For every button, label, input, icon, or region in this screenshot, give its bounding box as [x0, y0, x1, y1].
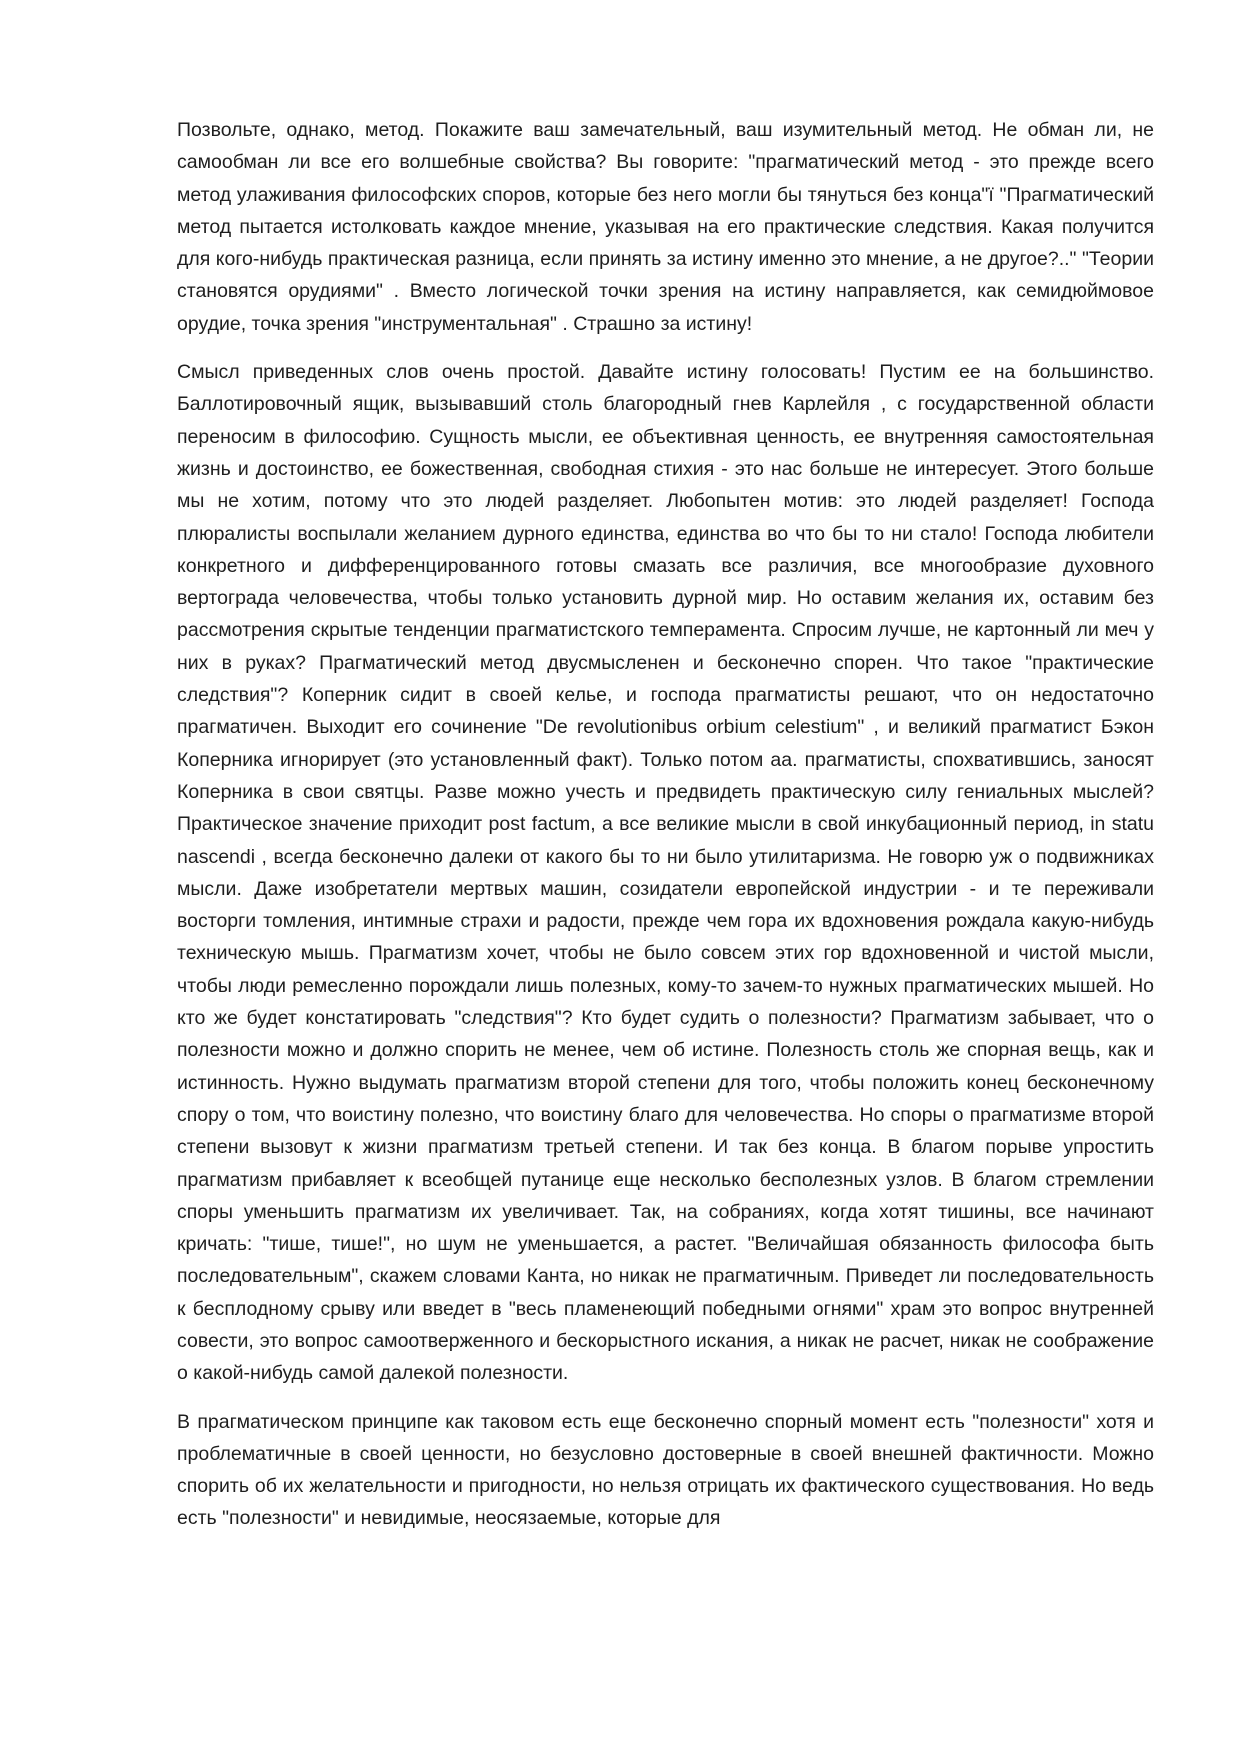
paragraph-vote-truth: Смысл приведенных слов очень простой. Давайте истину голосовать! Пустим ее на большинство. Баллотировочный ящик, вызывавший столь благородный гнев Карлейля , с государственной области переносим в философию. Сущность мысли, ее объективная ценность, ее внутренняя самостоятельная жизнь и достоинство, ее божественная, свободная стихия - это нас больше не интересует. Этого больше мы не хотим, потому что это людей разделяет. Любопытен мотив: это людей разделяет! Господа плюралисты воспылали желанием дурного единства, единства во что бы то ни стало! Господа любители конкретного и дифференцированного готовы смазать все различия, все многообразие духовного вертограда человечества, чтобы только установить дурной мир. Но оставим желания их, оставим без рассмотрения скрытые тенденции прагматистского темперамента. Спросим лучше, не картонный ли меч у них в руках? Прагматический метод двусмысленен и бесконечно спорен. Что такое "практические следствия"? Коперник сидит в своей келье, и господа прагматисты решают, что он недостаточно прагматичен. Выходит его сочинение "De revolutionibus orbium celestium" , и великий прагматист Бэкон Коперника игнорирует (это установленный факт). Только потом аа. прагматисты, спохватившись, заносят Коперника в свои святцы. Разве можно учесть и предвидеть практическую силу гениальных мыслей? Практическое значение приходит post factum, а все великие мысли в свой инкубационный период, in statu nascendi , всегда бесконечно далеки от какого бы то ни было утилитаризма. Не говорю уж о подвижниках мысли. Даже изобретатели мертвых машин, созидатели европейской индустрии - и те переживали восторги томления, интимные страхи и радости, прежде чем гора их вдохновения рождала какую-нибудь техническую мышь. Прагматизм хочет, чтобы не было совсем этих гор вдохновенной и чистой мысли, чтобы люди ремесленно порождали лишь полезных, кому-то зачем-то нужных прагматических мышей. Но кто же будет констатировать "следствия"? Кто будет судить о полезности? Прагматизм забывает, что о полезности можно и должно спорить не менее, чем об истине. Полезность столь же спорная вещь, как и истинность. Нужно выдумать прагматизм второй степени для того, чтобы положить конец бесконечному спору о том, что воистину полезно, что воистину благо для человечества. Но споры о прагматизме второй степени вызовут к жизни прагматизм третьей степени. И так без конца. В благом порыве упростить прагматизм прибавляет к всеобщей путанице еще несколько бесполезных узлов. В благом стремлении споры уменьшить прагматизм их увеличивает. Так, на собраниях, когда хотят тишины, все начинают кричать: "тише, тише!", но шум не уменьшается, а растет. "Величайшая обязанность философа быть последовательным", скажем словами Канта, но никак не прагматичным. Приведет ли последовательность к бесплодному срыву или введет в "весь пламенеющий победными огнями" храм это вопрос внутренней совести, это вопрос самоотверженного и бескорыстного искания, а никак не расчет, никак не соображение о какой-нибудь самой далекой полезности. — [177, 361, 1154, 1385]
paragraph-pragmatic-principle: В прагматическом принципе как таковом есть еще бесконечно спорный момент есть "полезности" хотя и проблематичные в своей ценности, но безусловно достоверные в своей внешней фактичности. Можно спорить об их желательности и пригодности, но нельзя отрицать их фактического существования. Но ведь есть "полезности" и невидимые, неосязаемые, которые для — [177, 1410, 1154, 1530]
paragraph-method: Позвольте, однако, метод. Покажите ваш замечательный, ваш изумительный метод. Не обман ли, не самообман ли все его волшебные свойства? Вы говорите: "прагматический метод - это прежде всего метод улаживания философских споров, которые без него могли бы тянуться без конца"ї "Прагматический метод пытается истолковать каждое мнение, указывая на его практические следствия. Какая получится для кого-нибудь практическая разница, если принять за истину именно это мнение, а не другое?.." "Теории становятся орудиями" . Вместо логической точки зрения на истину направляется, как семидюймовое орудие, точка зрения "инструментальная" . Страшно за истину! — [177, 119, 1154, 335]
document-body — [177, 114, 1154, 1551]
